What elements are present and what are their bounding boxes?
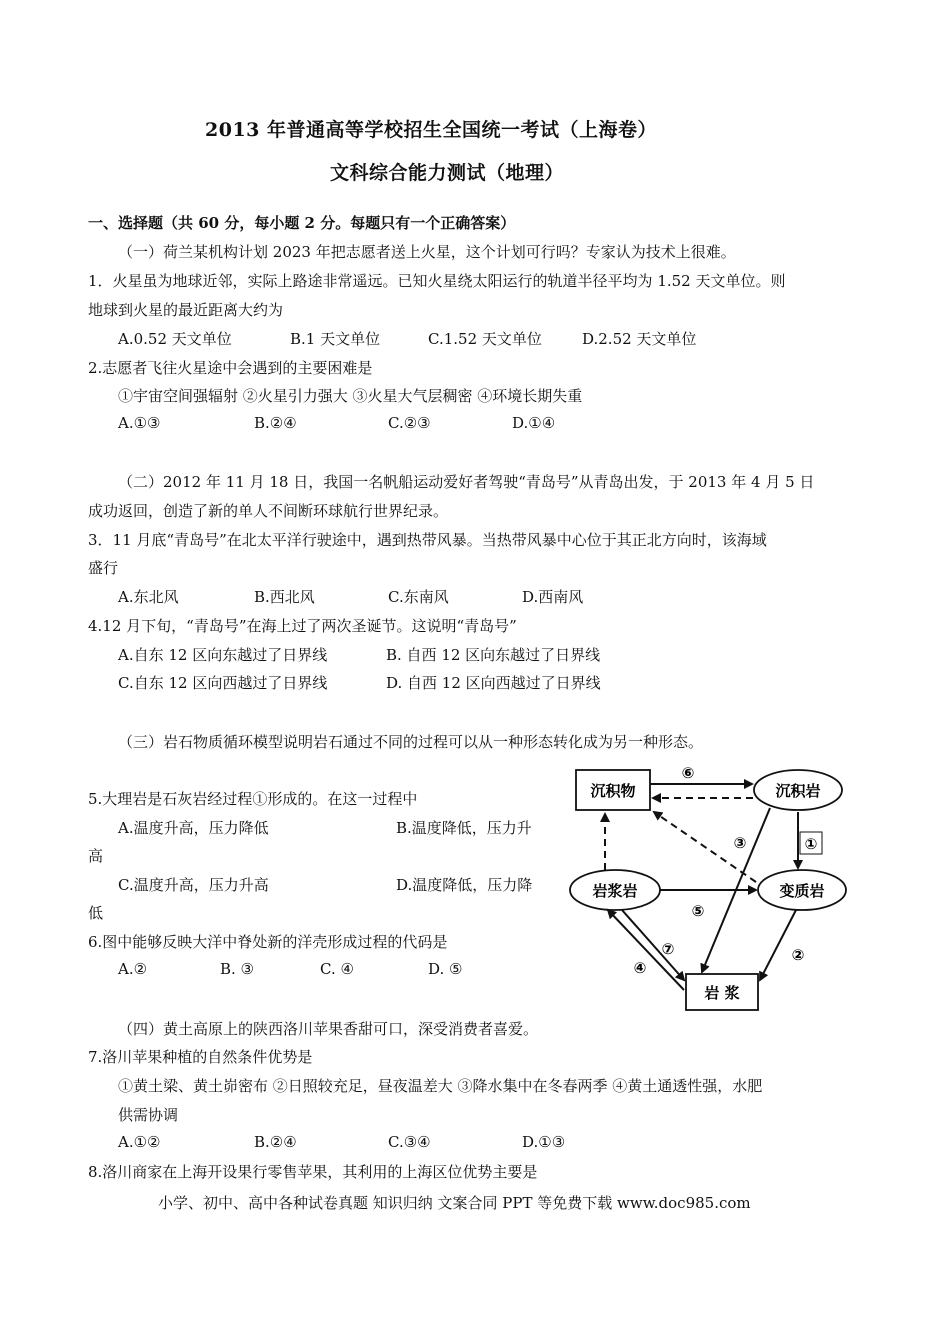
sedimentary-rock-label: 沉积岩 — [775, 782, 821, 800]
q2-option-a: A.①③ — [118, 414, 161, 432]
q6-option-d: D. ⑤ — [428, 960, 463, 978]
igneous-rock-label: 岩浆岩 — [592, 882, 638, 900]
q1-line1: 1．火星虽为地球近邻，实际上路途非常遥远。已知火星绕太阳运行的轨道半径平均为 1.52 天文单位。则 — [88, 272, 786, 290]
q5-option-c: C.温度升高，压力升高 — [118, 876, 269, 894]
title-line-2: 文科综合能力测试（地理） — [330, 162, 565, 184]
q5-option-b: B.温度降低，压力升 — [396, 819, 532, 837]
q7-option-a: A.①② — [118, 1133, 161, 1151]
process-label-3: ③ — [733, 834, 747, 852]
q6-option-b: B. ③ — [220, 960, 255, 978]
rock-cycle-diagram — [560, 758, 860, 1020]
q6-stem: 6.图中能够反映大洋中脊处新的洋壳形成过程的代码是 — [88, 933, 448, 951]
q4-option-c: C.自东 12 区向西越过了日界线 — [118, 674, 328, 692]
q5-option-a: A.温度升高，压力降低 — [118, 819, 269, 837]
footer-text: 小学、初中、高中各种试卷真题 知识归纳 文案合同 PPT 等免费下载 www.doc985.com — [158, 1194, 751, 1212]
q1-option-a: A.0.52 天文单位 — [118, 330, 232, 348]
q7-items-line2: 供需协调 — [118, 1106, 179, 1124]
group4-intro: （四）黄土高原上的陕西洛川苹果香甜可口，深受消费者喜爱。 — [118, 1020, 539, 1038]
q2-option-b: B.②④ — [254, 414, 297, 432]
q4-option-a: A.自东 12 区向东越过了日界线 — [118, 646, 328, 664]
process-label-7: ⑦ — [661, 940, 675, 958]
q7-items-line1: ①黄土梁、黄土峁密布 ②日照较充足，昼夜温差大 ③降水集中在冬春两季 ④黄土通透性强，水肥 — [118, 1077, 763, 1095]
section-heading: 一、选择题（共 60 分，每小题 2 分。每题只有一个正确答案） — [88, 214, 516, 232]
arrow-metamorphic-to-magma — [760, 910, 796, 980]
group2-intro-line1: （二）2012 年 11 月 18 日，我国一名帆船运动爱好者驾驶“青岛号”从青岛出发，于 2013 年 4 月 5 日 — [118, 473, 815, 491]
q1-option-b: B.1 天文单位 — [290, 330, 381, 348]
q4-stem: 4.12 月下旬，“青岛号”在海上过了两次圣诞节。这说明“青岛号” — [88, 617, 517, 635]
magma-label: 岩 浆 — [704, 984, 740, 1002]
arrow-igneous-to-magma — [622, 910, 684, 980]
sediment-label: 沉积物 — [590, 782, 636, 800]
q1-option-c: C.1.52 天文单位 — [428, 330, 542, 348]
process-label-4: ④ — [633, 959, 647, 977]
q7-stem: 7.洛川苹果种植的自然条件优势是 — [88, 1048, 313, 1066]
process-label-5: ⑤ — [691, 902, 705, 920]
q5-stem: 5.大理岩是石灰岩经过程①形成的。在这一过程中 — [88, 790, 418, 808]
q3-option-c: C.东南风 — [388, 588, 449, 606]
q5-option-d: D.温度降低，压力降 — [396, 876, 533, 894]
group2-intro-line2: 成功返回，创造了新的单人不间断环球航行世界纪录。 — [88, 502, 449, 520]
metamorphic-rock-label: 变质岩 — [779, 882, 825, 900]
q7-option-c: C.③④ — [388, 1133, 431, 1151]
q5-option-b-cont: 高 — [88, 847, 104, 865]
process-label-2: ② — [791, 946, 805, 964]
q2-option-c: C.②③ — [388, 414, 431, 432]
q4-option-b: B. 自西 12 区向东越过了日界线 — [386, 646, 601, 664]
q1-line2: 地球到火星的最近距离大约为 — [88, 301, 284, 319]
q6-option-c: C. ④ — [320, 960, 354, 978]
q3-option-a: A.东北风 — [118, 588, 179, 606]
q5-option-d-cont: 低 — [88, 904, 104, 922]
group3-intro: （三）岩石物质循环模型说明岩石通过不同的过程可以从一种形态转化成为另一种形态。 — [118, 733, 704, 751]
process-label-1: ① — [804, 835, 818, 853]
q4-option-d: D. 自西 12 区向西越过了日界线 — [386, 674, 601, 692]
q2-items: ①宇宙空间强辐射 ②火星引力强大 ③火星大气层稠密 ④环境长期失重 — [118, 387, 583, 405]
q6-option-a: A.② — [118, 960, 148, 978]
q2-stem: 2.志愿者飞往火星途中会遇到的主要困难是 — [88, 359, 373, 377]
q3-option-d: D.西南风 — [522, 588, 584, 606]
q8-stem: 8.洛川商家在上海开设果行零售苹果，其利用的上海区位优势主要是 — [88, 1163, 538, 1181]
q7-option-b: B.②④ — [254, 1133, 297, 1151]
q7-option-d: D.①③ — [522, 1133, 566, 1151]
q3-option-b: B.西北风 — [254, 588, 315, 606]
group1-intro: （一）荷兰某机构计划 2023 年把志愿者送上火星，这个计划可行吗？专家认为技术上很难。 — [118, 243, 736, 261]
process-label-6: ⑥ — [681, 764, 695, 782]
q2-option-d: D.①④ — [512, 414, 556, 432]
q3-line2: 盛行 — [88, 559, 119, 577]
q1-option-d: D.2.52 天文单位 — [582, 330, 697, 348]
q3-line1: 3．11 月底“青岛号”在北太平洋行驶途中，遇到热带风暴。当热带风暴中心位于其正北方向时，该海域 — [88, 531, 767, 549]
title-line-1: 2013 年普通高等学校招生全国统一考试（上海卷） — [205, 119, 657, 141]
